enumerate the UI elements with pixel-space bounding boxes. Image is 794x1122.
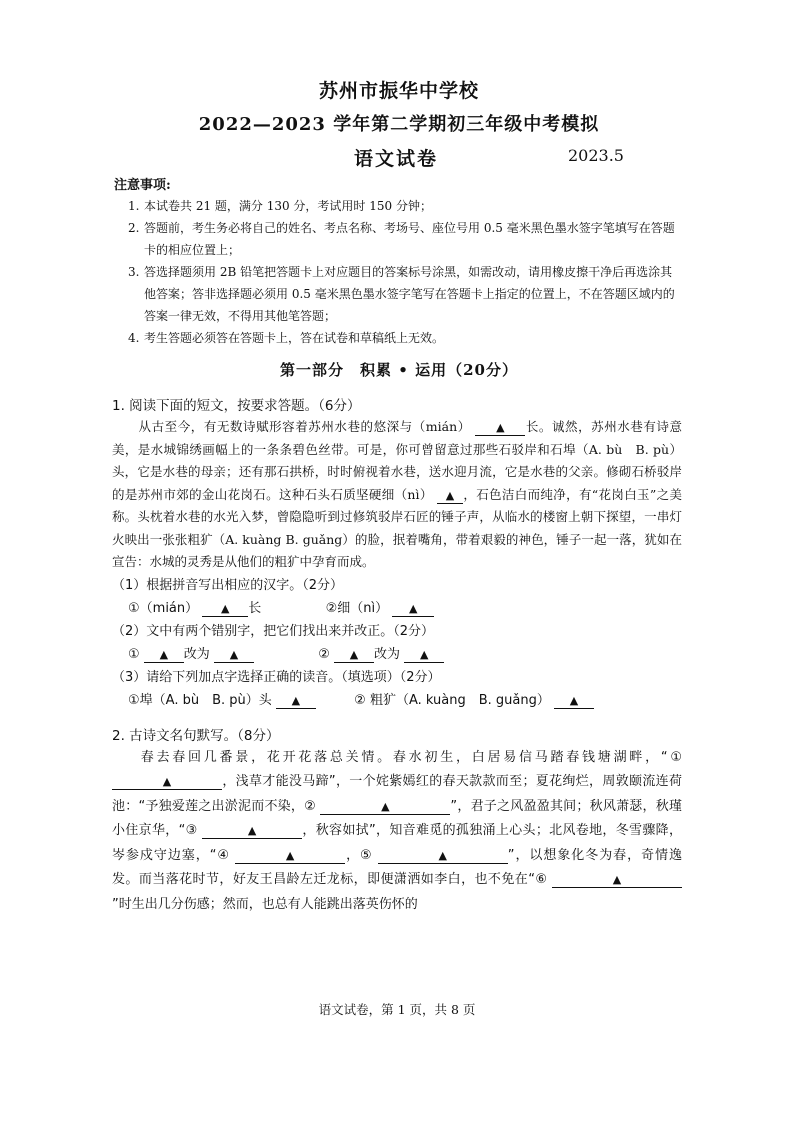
triangle-marker-icon: ▲ <box>381 799 390 813</box>
question-1-sub-2-answers: ① ▲ 改为 ▲ ② ▲ 改为 ▲ <box>128 643 682 666</box>
answer-blank[interactable] <box>144 648 184 663</box>
triangle-marker-icon: ▲ <box>569 693 579 707</box>
question-1-sub-1-answers: ①（mián） ▲ 长 ②细（nì） ▲ <box>128 597 682 620</box>
question-1-sub-3-answers: ①埠（A. bù B. pù）头 ▲ ② 粗犷（A. kuàng B. guǎng） ▲ <box>128 689 682 712</box>
question-1-sub-1: （1）根据拼音写出相应的汉字。（2分） <box>112 577 344 593</box>
answer-blank[interactable] <box>276 694 316 709</box>
question-2-heading: 2. 古诗文名句默写。（8分） <box>112 727 280 744</box>
answer-blank[interactable] <box>202 602 248 617</box>
triangle-marker-icon: ▲ <box>349 647 359 661</box>
part-one-title: 第一部分 积累 • 运用（20分） <box>280 361 518 379</box>
notes-list <box>116 195 682 349</box>
question-1-sub-2: （2）文中有两个错别字，把它们找出来并改正。（2分） <box>112 623 435 639</box>
answer-blank[interactable] <box>475 420 525 436</box>
answer-blank[interactable] <box>235 849 345 864</box>
triangle-marker-icon: ▲ <box>419 647 429 661</box>
note-item: 2. 答题前，考生务必将自己的姓名、考点名称、考场号、座位号用 0.5 毫米黑色墨水签字笔填写在答题卡的相应位置上； <box>128 221 675 257</box>
triangle-marker-icon: ▲ <box>612 873 622 886</box>
answer-blank[interactable] <box>320 800 450 815</box>
triangle-marker-icon: ▲ <box>496 421 505 434</box>
school-title: 苏州市振华中学校 <box>318 80 479 102</box>
notes-heading: 注意事项: <box>114 178 171 193</box>
answer-blank[interactable] <box>378 849 508 864</box>
exam-title: 2022—2023 学年第二学期初三年级中考模拟 <box>198 114 600 135</box>
answer-blank[interactable] <box>392 602 434 617</box>
question-1-sub-3: （3）请给下列加点字选择正确的读音。（填选项）（2分） <box>112 669 441 685</box>
exam-date: 2023.5 <box>568 146 624 165</box>
triangle-marker-icon: ▲ <box>445 488 455 502</box>
triangle-marker-icon: ▲ <box>159 647 169 661</box>
triangle-marker-icon: ▲ <box>162 775 172 788</box>
triangle-marker-icon: ▲ <box>221 601 230 615</box>
answer-blank[interactable] <box>214 648 254 663</box>
triangle-marker-icon: ▲ <box>291 693 301 707</box>
triangle-marker-icon: ▲ <box>438 848 447 862</box>
question-1-passage: 从古至今，有无数诗赋形容着苏州水巷的悠深与（mián） ▲ 长。诚然，苏州水巷有诗意美，是水城锦绣画幅上的一条条碧色丝带。可是，你可曾留意过那些石驳岸和石埠（A. bù B. pù）头，它是水巷的母亲；还有那石拱桥，时时俯视着水巷，送水迎月流，它是水巷的父亲。修砌石桥驳岸的是苏州市郊的金山花岗石。这种石头石质坚硬细（nì） ▲ ，石色洁白而纯净，有“花岗白玉”之美称。头枕着水巷的水光入梦，曾隐隐听到过修筑驳岸石匠的锤子声，从临水的楼窗上朝下探望，一串灯火映出一张张粗犷（A. kuàng B. guǎng）的脸，抿着嘴角，带着艰毅的神色，锤子一起一落，犹如在宣告：水城的灵秀是从他们的粗犷中孕育而成。 <box>112 419 682 569</box>
answer-blank[interactable] <box>437 488 463 504</box>
subject-title: 语文试卷 <box>354 148 439 170</box>
question-2-passage: 春去春回几番景，花开花落总关情。春水初生，白居易信马踏春钱塘湖畔，“① ▲ ，浅草才能没马蹄”，一个姹紫嫣红的春天款款而至；夏花绚烂，周敦颐流连荷池：“予独爱莲之出淤泥而不染，② ▲ ”，君子之风盈盈其间；秋风萧瑟，秋瑾小住京华，“③ ▲ ，秋容如拭”，知音难觅的孤独涌上心头；北风卷地，冬雪骤降，岑参戍守边塞，“④ ▲ ，⑤ ▲ ”，以想象化冬为春，奇情逸发。而当落花时节，好友王昌龄左迁龙标，即便潇洒如李白，也不免在“⑥ ▲”时生出几分伤感；然而，也总有人能跳出落英伤怀的 <box>112 749 682 912</box>
note-item: 4. 考生答题必须答在答题卡上，答在试卷和草稿纸上无效。 <box>128 331 445 345</box>
triangle-marker-icon: ▲ <box>409 601 418 615</box>
subject-line <box>116 144 682 172</box>
answer-blank[interactable] <box>202 824 302 839</box>
answer-blank[interactable] <box>554 694 594 709</box>
note-item: 3. 答选择题须用 2B 铅笔把答题卡上对应题目的答案标号涂黑，如需改动，请用橡皮擦干净后再选涂其他答案；答非选择题必须用 0.5 毫米黑色墨水签字笔写在答题卡上指定的位置上，不在答题区域内的答案一律无效，不得用其他笔答题； <box>128 265 675 323</box>
answer-blank[interactable] <box>404 648 444 663</box>
answer-blank[interactable] <box>552 873 682 888</box>
answer-blank[interactable] <box>112 775 222 790</box>
triangle-marker-icon: ▲ <box>229 647 239 661</box>
page-footer: 语文试卷，第 1 页，共 8 页 <box>318 1002 476 1017</box>
answer-blank[interactable] <box>334 648 374 663</box>
question-1-heading: 1. 阅读下面的短文，按要求答题。（6分） <box>112 398 361 414</box>
triangle-marker-icon: ▲ <box>285 848 295 862</box>
note-item: 1. 本试卷共 21 题，满分 130 分，考试用时 150 分钟； <box>128 199 432 213</box>
triangle-marker-icon: ▲ <box>247 824 257 837</box>
